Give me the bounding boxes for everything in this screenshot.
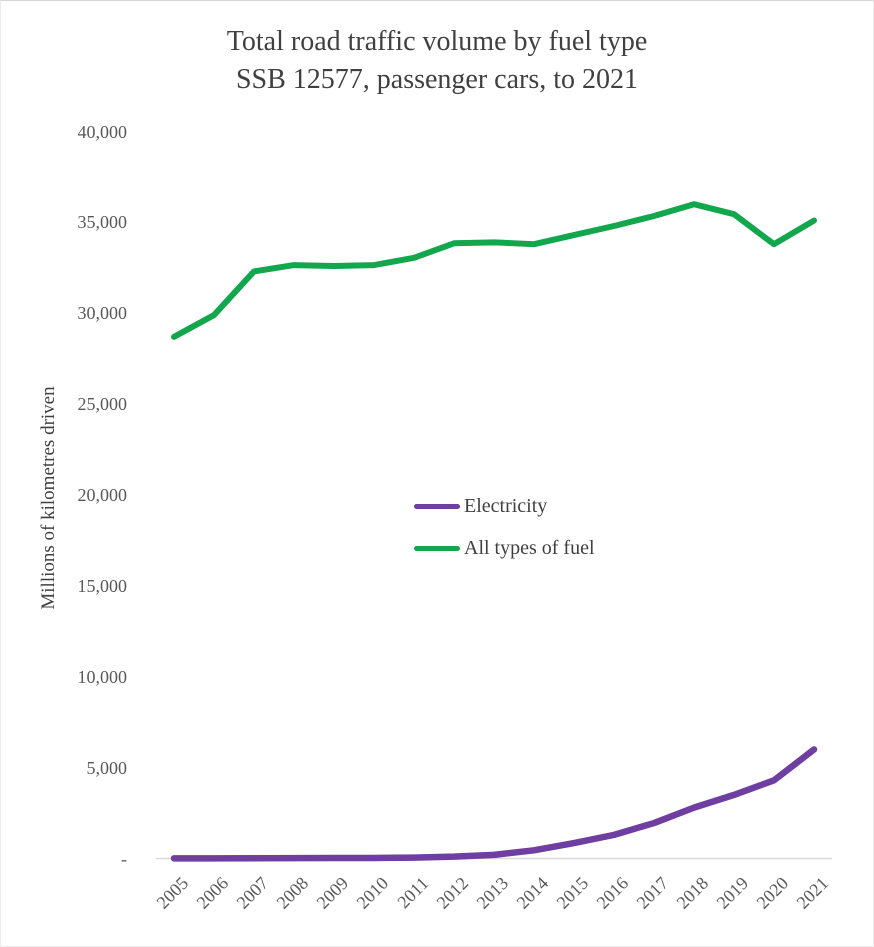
chart-title-line2: SSB 12577, passenger cars, to 2021: [235, 64, 639, 95]
y-tick-label: 15,000: [77, 575, 127, 596]
electricity-line-swatch: [414, 504, 460, 509]
y-tick-label: 35,000: [77, 212, 127, 233]
x-tick-label: 2020: [752, 873, 793, 913]
legend-label-electricity: Electricity: [464, 495, 548, 517]
x-tick-label: 2012: [432, 873, 473, 913]
x-tick-label: 2013: [472, 873, 513, 913]
legend-item-all-types-of-fuel: [414, 536, 595, 560]
x-tick-label: 2014: [512, 873, 553, 913]
y-tick-label: 30,000: [77, 303, 127, 324]
chart-title-line1: Total road traffic volume by fuel type: [226, 26, 648, 57]
x-tick-label: 2017: [632, 873, 673, 913]
x-tick-label: 2005: [152, 873, 193, 913]
legend-item-electricity: [414, 494, 547, 518]
plot-area: [1, 1, 874, 947]
y-tick-label: 40,000: [77, 121, 127, 142]
all-types-of-fuel-line: [174, 204, 814, 337]
legend-label-all-types-of-fuel: All types of fuel: [464, 537, 595, 559]
x-tick-label: 2018: [672, 873, 713, 913]
x-tick-label: 2010: [352, 873, 393, 913]
x-tick-label: 2007: [232, 873, 273, 913]
x-tick-label: 2011: [393, 873, 433, 913]
x-tick-label: 2006: [192, 873, 233, 913]
x-tick-label: 2021: [792, 873, 833, 913]
electricity-line: [174, 749, 814, 858]
y-axis-title: Millions of kilometres driven: [38, 386, 59, 610]
x-tick-label: 2009: [312, 873, 353, 913]
all-types-of-fuel-line-swatch: [414, 546, 460, 551]
y-tick-label: -: [121, 848, 127, 869]
x-tick-label: 2008: [272, 873, 313, 913]
y-tick-label: 5,000: [86, 757, 127, 778]
x-tick-label: 2016: [592, 873, 633, 913]
x-tick-label: 2015: [552, 873, 593, 913]
y-tick-label: 20,000: [77, 485, 127, 505]
y-tick-label: 25,000: [77, 394, 127, 415]
x-tick-label: 2019: [712, 873, 753, 913]
y-tick-label: 10,000: [77, 666, 127, 687]
